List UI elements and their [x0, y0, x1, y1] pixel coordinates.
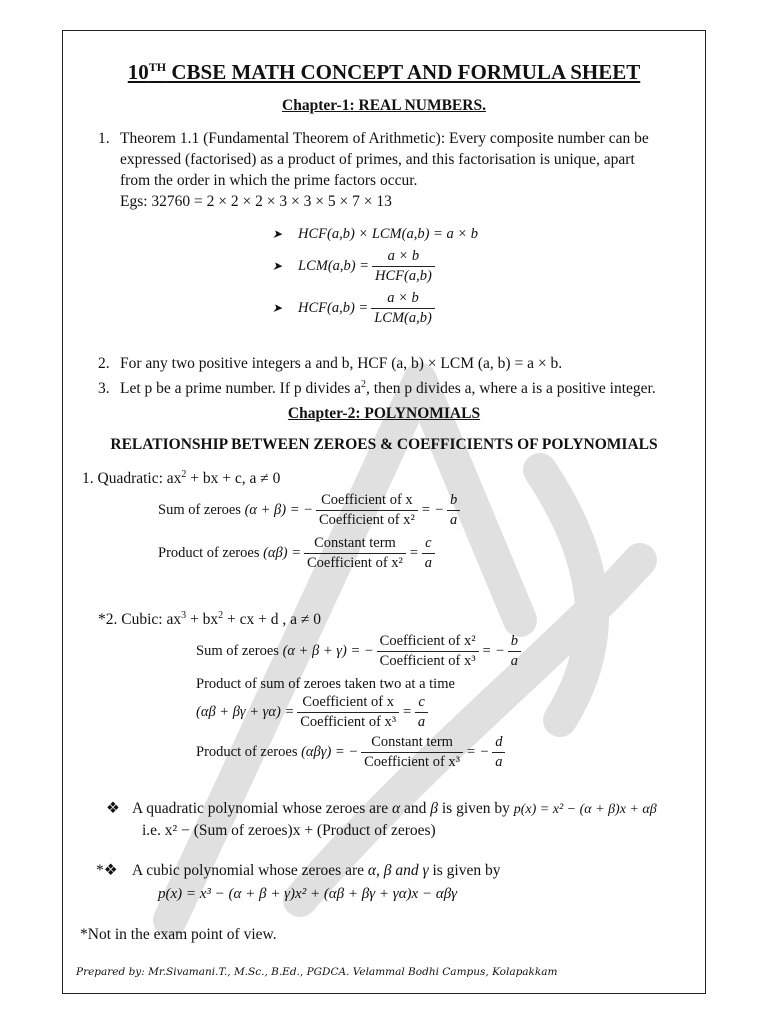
chapter-1-item-2: 2. For any two positive integers a and b, HCF (a, b) × LCM (a, b) = a × b.: [98, 355, 563, 372]
footer-credit: Prepared by: Mr.Sivamani.T., M.Sc., B.Ed., PGDCA. Velammal Bodhi Campus, Kolapakkam: [76, 966, 558, 978]
formula-hcf-lcm-product: ➤ HCF(a,b) × LCM(a,b) = a × b: [272, 226, 478, 242]
cubic-two-at-a-time-formula: (αβ + βγ + γα) = $\frac{\text{Coefficient of x}}{\text{Coefficient of x³}}$ = $\frac{c}{a}$: [196, 694, 431, 731]
cubic-two-at-a-time-label: Product of sum of zeroes taken two at a time: [196, 676, 455, 692]
cubic-sum-formula: Sum of zeroes (α + β + γ) = − $\frac{\text{Coefficient of x²}}{\text{Coefficient of x³}}$ = − $\frac{b}{a}$: [196, 633, 524, 670]
quadratic-polynomial-note: ❖ A quadratic polynomial whose zeroes are α and β is given by p(x) = x² − (α + β)x + αβ: [106, 800, 657, 817]
cubic-label: *2. Cubic: $ax^3 + bx^2$ + cx + d , a ≠ 0: [98, 610, 321, 629]
relationship-heading: RELATIONSHIP BETWEEN ZEROES & COEFFICIENTS OF POLYNOMIALS: [110, 436, 658, 453]
arrow-bullet-icon: ➤: [272, 301, 283, 315]
arrow-bullet-icon: ➤: [272, 227, 283, 241]
quadratic-sum-formula: Sum of zeroes (α + β) = − $\frac{\text{Coefficient of x}}{\text{Coefficient of x²}}$ = − $\frac{b}{a}$: [158, 492, 463, 529]
formula-hcf: ➤ HCF(a,b) = $\frac{a \times b}{\text{LCM(a,b)}}$: [272, 290, 438, 327]
cubic-product-formula: Product of zeroes (αβγ) = − $\frac{\text{Constant term}}{\text{Coefficient of x³}}$ = − $\frac{d}{a}$: [196, 734, 508, 771]
formula-lcm: ➤ LCM(a,b) = $\frac{a \times b}{\text{HCF(a,b)}}$: [272, 248, 438, 285]
page-title: 10TH CBSE MATH CONCEPT AND FORMULA SHEET: [127, 60, 641, 84]
quadratic-product-formula: Product of zeroes (αβ) = $\frac{\text{Constant term}}{\text{Coefficient of x²}}$ = $\frac{c}{a}$: [158, 535, 438, 572]
chapter-1-item-3: 3. Let p be a prime number. If p divides $a^2$, then p divides a, where a is a positive integer.: [98, 379, 656, 398]
chapter-1-item-1: 1. Theorem 1.1 (Fundamental Theorem of Arithmetic): Every composite number can be expressed (factorised) as a product of primes, and this factorisation is unique, apart from the order in which the prime factors occur. Egs: 32760 = 2 × 2 × 2 × 3 × 3 × 5 × 7 × 13: [98, 130, 649, 210]
cubic-polynomial-formula: p(x) = x³ − (α + β + γ)x² + (αβ + βγ + γα)x − αβγ: [158, 886, 458, 902]
chapter-2-title: Chapter-2: POLYNOMIALS: [287, 405, 481, 422]
chapter-1-title: Chapter-1: REAL NUMBERS.: [282, 97, 486, 114]
quadratic-label: 1. Quadratic: $ax^2$ + bx + c, a ≠ 0: [82, 469, 281, 488]
diamond-bullet-icon: ❖: [106, 800, 120, 817]
quadratic-polynomial-note-line-2: i.e. x² − (Sum of zeroes)x + (Product of zeroes): [142, 822, 436, 839]
diamond-bullet-icon: *❖: [96, 862, 118, 879]
cubic-polynomial-note: *❖ A cubic polynomial whose zeroes are α, β and γ is given by: [96, 862, 501, 879]
exam-note: *Not in the exam point of view.: [80, 926, 277, 943]
arrow-bullet-icon: ➤: [272, 259, 283, 273]
